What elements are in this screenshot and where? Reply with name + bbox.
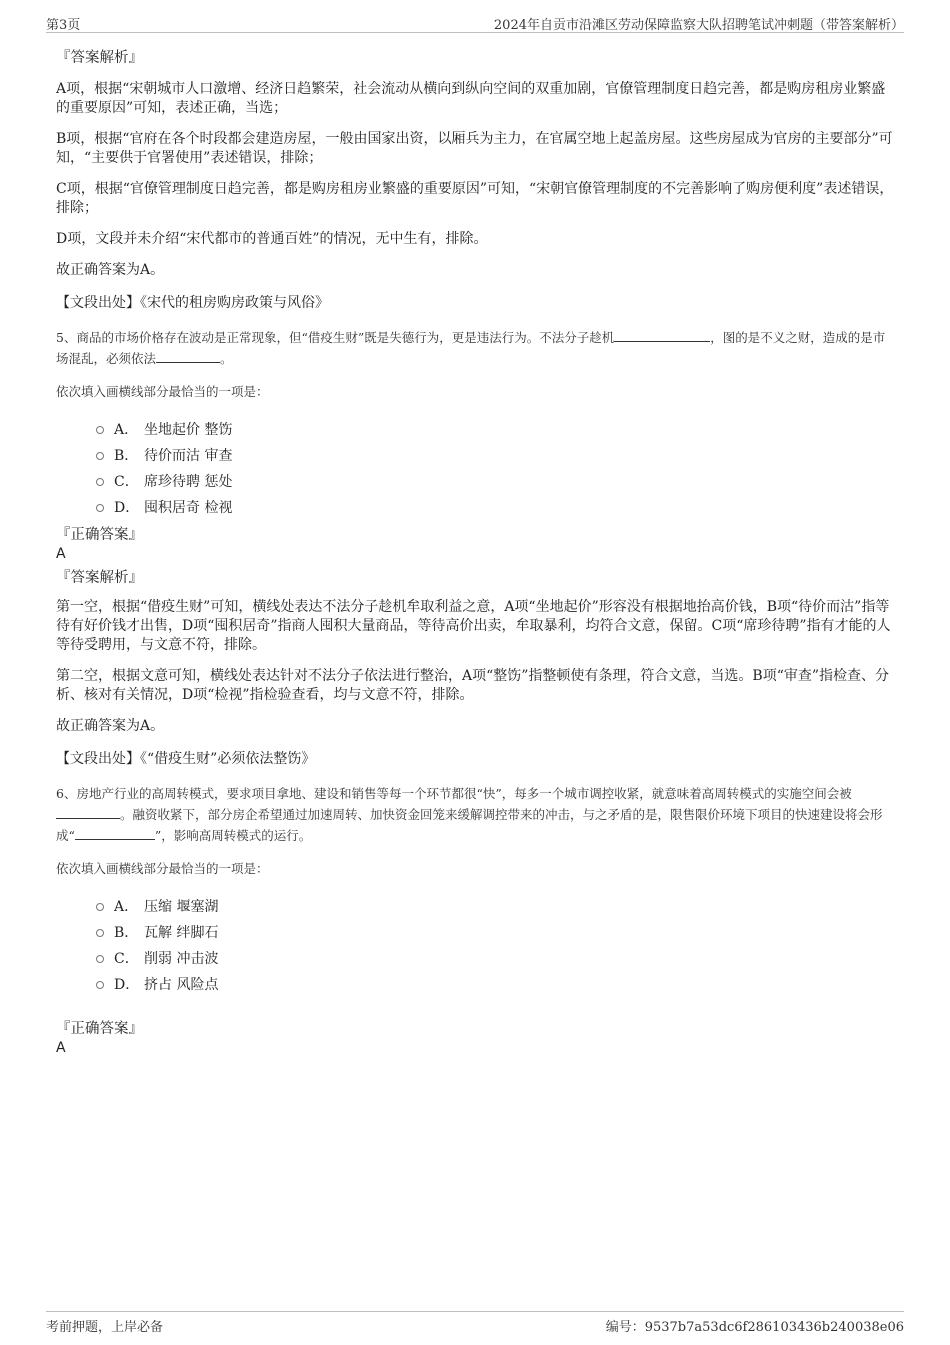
radio-icon[interactable] xyxy=(96,955,104,963)
q5-answer: A xyxy=(56,546,66,562)
q6-options xyxy=(56,894,896,998)
q5-answer-heading: 『正确答案』 xyxy=(56,527,143,543)
page-number: 第3页 xyxy=(46,18,81,33)
q6-option-a[interactable]: A． 压缩 堰塞湖 xyxy=(56,894,896,920)
q5-blank-1 xyxy=(614,328,710,342)
q6-instruction: 依次填入画横线部分最恰当的一项是： xyxy=(56,861,269,876)
q5-analysis-2: 第二空，根据文意可知，横线处表达针对不法分子依法进行整治，A项“整饬”指整顿使有条理，符合文意，当选。B项“审查”指检查、分析、核对有关情况，D项“检视”指检验查看，均与文意不符，排除。 xyxy=(56,668,890,703)
page-footer xyxy=(46,1311,904,1334)
q5-instruction: 依次填入画横线部分最恰当的一项是： xyxy=(56,384,269,399)
q6-option-b[interactable]: B． 瓦解 绊脚石 xyxy=(56,920,896,946)
q5-source: 【文段出处】《“借疫生财”必须依法整饬》 xyxy=(56,751,316,767)
q5-option-d[interactable]: D． 囤积居奇 检视 xyxy=(56,495,896,521)
radio-icon[interactable] xyxy=(96,981,104,989)
q6-blank-1 xyxy=(56,805,120,819)
q6-option-c[interactable]: C． 削弱 冲击波 xyxy=(56,946,896,972)
q6-blank-2 xyxy=(75,826,155,840)
radio-icon[interactable] xyxy=(96,478,104,486)
radio-icon[interactable] xyxy=(96,426,104,434)
q5-analysis-1: 第一空，根据“借疫生财”可知，横线处表达不法分子趁机牟取利益之意，A项“坐地起价”形容没有根据地抬高价钱，B项“待价而沽”指等待有好价钱才出售，D项“囤积居奇”指商人囤积大量商品，等待高价出卖，牟取暴利，均符合文意，保留。C项“席珍待聘”指有才能的人等待受聘用，与文意不符，排除。 xyxy=(56,599,891,653)
radio-icon[interactable] xyxy=(96,929,104,937)
radio-icon[interactable] xyxy=(96,452,104,460)
q6-answer: A xyxy=(56,1040,66,1056)
radio-icon[interactable] xyxy=(96,903,104,911)
page-content xyxy=(56,47,896,1057)
q4-analysis-c: C项，根据“官僚管理制度日趋完善，都是购房租房业繁盛的重要原因”可知，“宋朝官僚管理制度的不完善影响了购房便利度”表述错误，排除； xyxy=(56,181,894,216)
q5-option-a[interactable]: A． 坐地起价 整饬 xyxy=(56,417,896,443)
q6-stem: 6、房地产行业的高周转模式，要求项目拿地、建设和销售等每一个环节都很“快”，每多一个城市调控收紧，就意味着高周转模式的实施空间会被。融资收紧下，部分房企希望通过加速周转、加快资金回笼来缓解调控带来的冲击，与之矛盾的是，限售限价环境下项目的快速建设将会形成“ ”，影响高周转模式的运行。 xyxy=(56,786,883,843)
q4-analysis-a: A项，根据“宋朝城市人口激增、经济日趋繁荣，社会流动从横向到纵向空间的双重加剧，官僚管理制度日趋完善，都是购房租房业繁盛的重要原因”可知，表述正确，当选； xyxy=(56,81,886,116)
footer-slogan: 考前押题，上岸必备 xyxy=(46,1320,164,1335)
q4-analysis-d: D项，文段并未介绍“宋代都市的普通百姓”的情况，无中生有，排除。 xyxy=(56,231,488,247)
q4-source: 【文段出处】《宋代的租房购房政策与风俗》 xyxy=(56,295,329,311)
q5-conclusion: 故正确答案为A。 xyxy=(56,718,165,734)
q5-options xyxy=(56,417,896,521)
q5-stem: 5、商品的市场价格存在波动是正常现象，但“借疫生财”既是失德行为，更是违法行为。不法分子趁机 ，图的是不义之财，造成的是市场混乱，必须依法 。 xyxy=(56,330,886,366)
q4-analysis-b: B项，根据“官府在各个时段都会建造房屋，一般由国家出资，以厢兵为主力，在官属空地上起盖房屋。这些房屋成为官房的主要部分”可知，“主要供于官署使用”表述错误，排除； xyxy=(56,131,893,166)
radio-icon[interactable] xyxy=(96,504,104,512)
document-title: 2024年自贡市沿滩区劳动保障监察大队招聘笔试冲刺题（带答案解析） xyxy=(493,18,904,33)
q5-option-c[interactable]: C． 席珍待聘 惩处 xyxy=(56,469,896,495)
q4-analysis-heading: 『答案解析』 xyxy=(56,50,143,66)
page-header xyxy=(46,12,904,33)
q4-conclusion: 故正确答案为A。 xyxy=(56,262,165,278)
q5-analysis-heading: 『答案解析』 xyxy=(56,570,143,586)
q6-option-d[interactable]: D． 挤占 风险点 xyxy=(56,972,896,998)
q5-option-b[interactable]: B． 待价而沽 审查 xyxy=(56,443,896,469)
q5-blank-2 xyxy=(156,349,220,363)
document-id: 编号：9537b7a53dc6f286103436b240038e06 xyxy=(605,1320,904,1335)
q6-answer-heading: 『正确答案』 xyxy=(56,1021,143,1037)
